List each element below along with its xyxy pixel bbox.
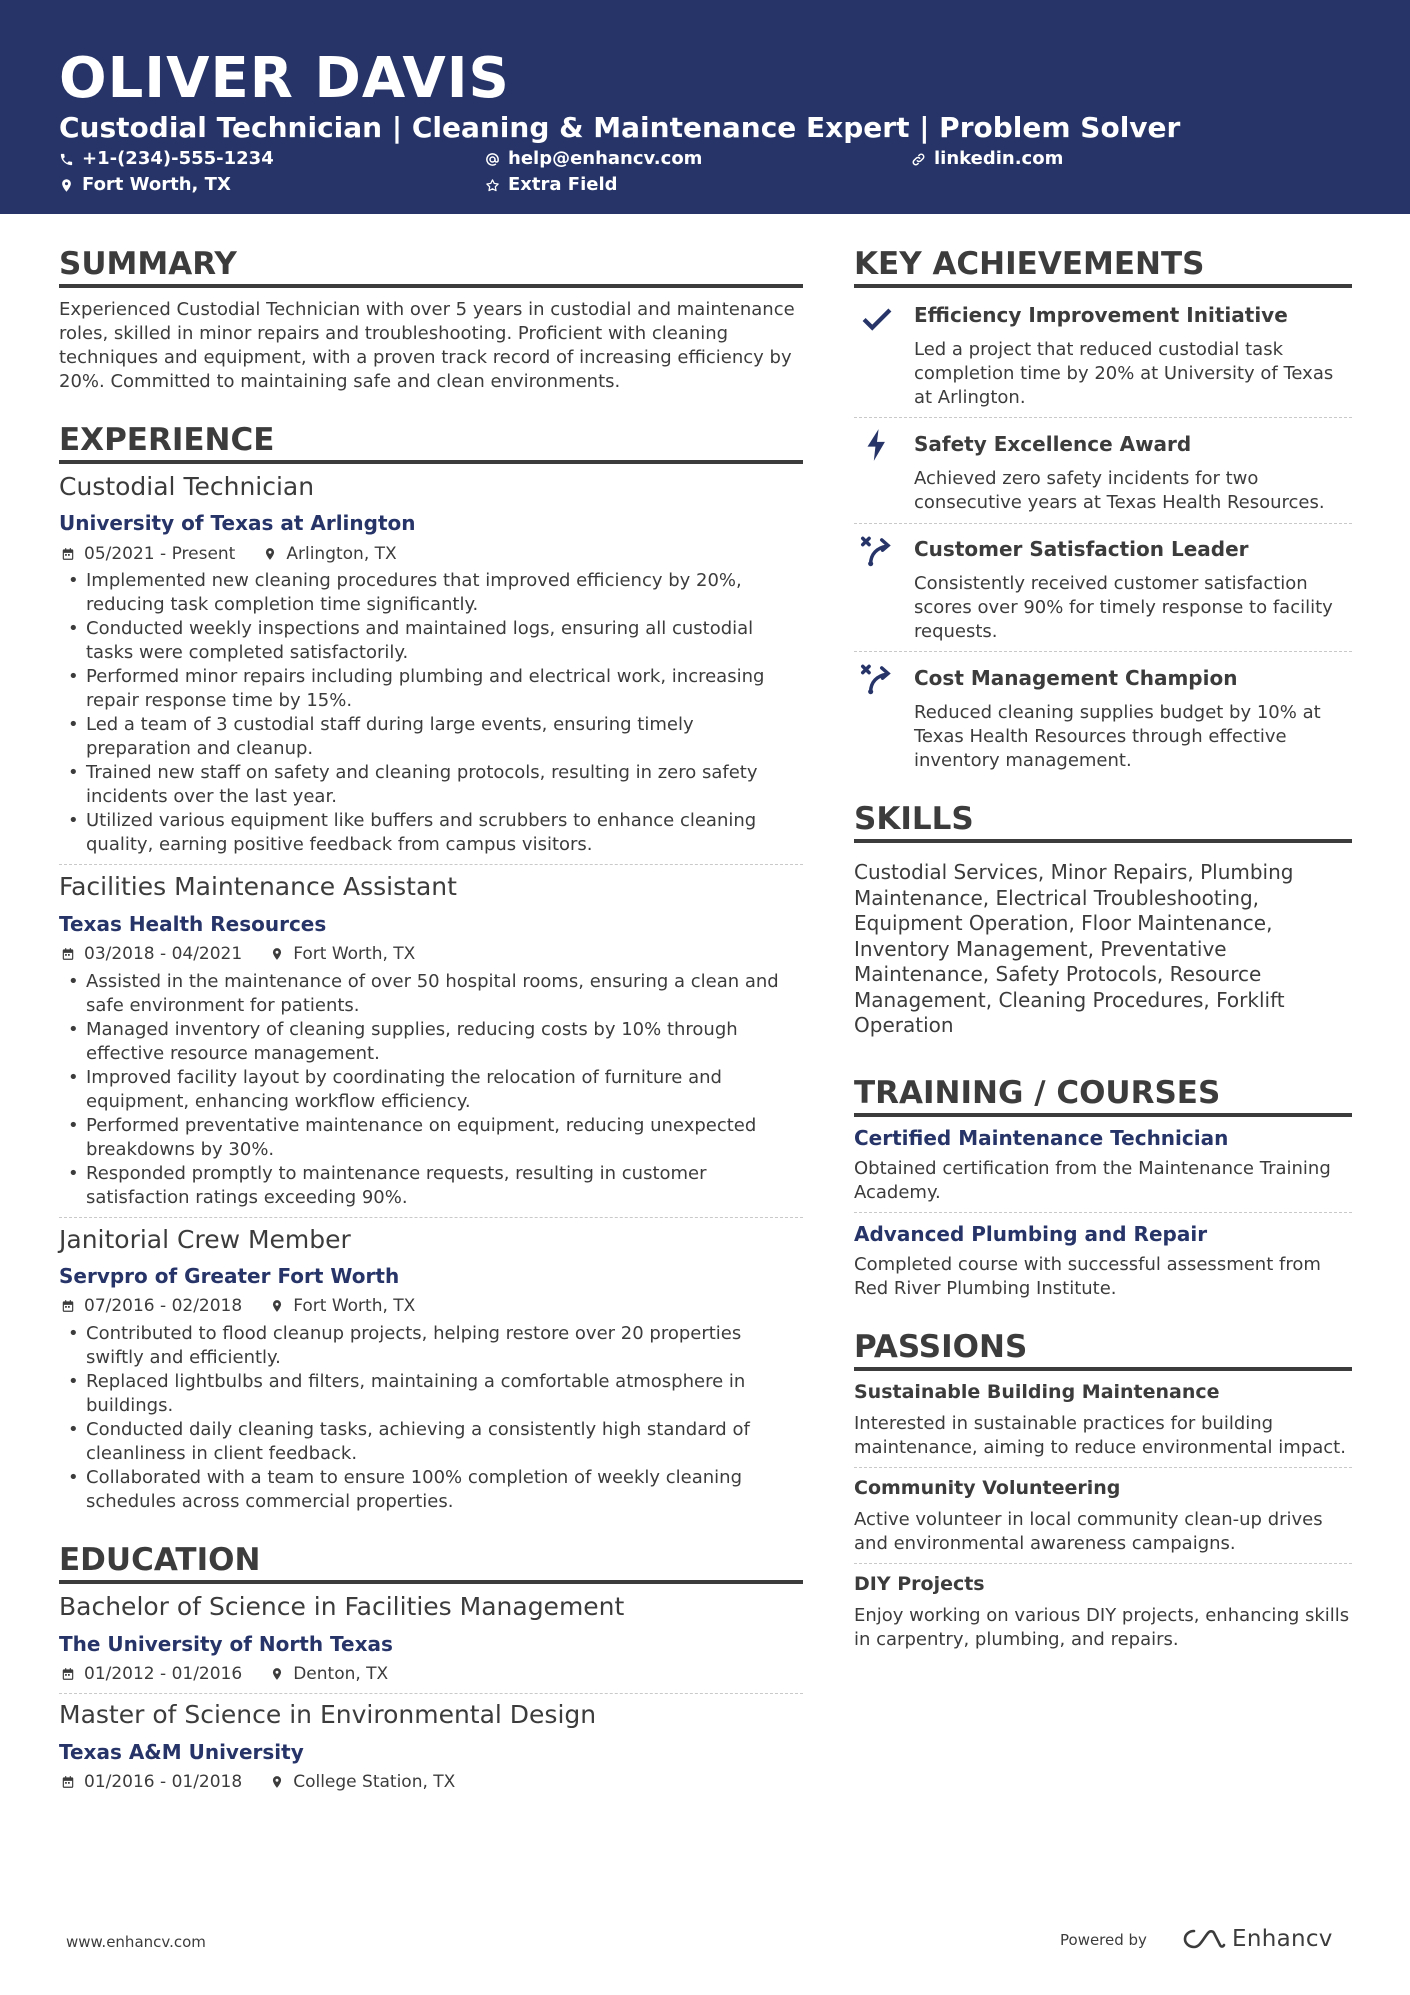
skills-list: Custodial Services, Minor Repairs, Plumbing Maintenance, Electrical Troubleshooting, Equipment Operation, Floor Maintenance, Inventory Management, Preventative Maintenance, Safety Protocols, Resource Management, Cleaning Procedures, Forklift Operation — [854, 860, 1294, 1037]
phone-icon — [59, 152, 74, 167]
achievement-text: Achieved zero safety incidents for two consecutive years at Texas Health Resources. — [914, 468, 1325, 513]
summary-text: Experienced Custodial Technician with over 5 years in custodial and maintenance roles, skilled in minor repairs and troubleshooting. Proficient with cleaning techniques and equipment, with a proven track record of increasing efficiency by 20%. Committed to maintaining safe and clean environments. — [59, 299, 795, 392]
map-pin-icon — [270, 1775, 284, 1789]
achievement-text: Reduced cleaning supplies budget by 10% at Texas Health Resources through effective inventory management. — [914, 702, 1321, 771]
achievement-title: Cost Management Champion — [914, 666, 1238, 690]
contact-phone — [59, 147, 274, 171]
map-pin-icon — [270, 1299, 284, 1313]
strategy-icon — [858, 660, 896, 698]
education-location: Denton, TX — [293, 1664, 389, 1684]
course-title: Certified Maintenance Technician — [854, 1126, 1229, 1150]
education-meta — [61, 1771, 455, 1793]
degree-title: Master of Science in Environmental Design — [59, 1700, 597, 1729]
list-item: • Collaborated with a team to ensure 100% completion of weekly cleaning schedules across commercial properties. — [59, 1466, 803, 1514]
resume-header — [0, 0, 1410, 214]
list-item: • Conducted weekly inspections and maintained logs, ensuring all custodial tasks were completed satisfactorily. — [59, 617, 803, 665]
divider — [854, 1563, 1352, 1564]
extra-text: Extra Field — [508, 174, 618, 195]
passion-title: Sustainable Building Maintenance — [854, 1381, 1220, 1403]
achievement-text: Consistently received customer satisfaction scores over 90% for timely response to facility requests. — [914, 573, 1333, 642]
divider — [854, 1467, 1352, 1468]
linkedin-text[interactable]: linkedin.com — [934, 148, 1064, 169]
job-location: Fort Worth, TX — [293, 1296, 416, 1316]
list-item: • Managed inventory of cleaning supplies, reducing costs by 10% through effective resource management. — [59, 1018, 803, 1066]
education-location: College Station, TX — [293, 1772, 456, 1792]
school-name: Texas A&M University — [59, 1740, 304, 1764]
education-dates: 01/2012 - 01/2016 — [84, 1664, 243, 1684]
passions-heading: PASSIONS — [854, 1329, 1028, 1365]
job-org: Servpro of Greater Fort Worth — [59, 1264, 400, 1288]
footer-url[interactable]: www.enhancv.com — [66, 1933, 206, 1951]
school-name: The University of North Texas — [59, 1632, 393, 1656]
job-bullets — [59, 970, 803, 1210]
experience-rule — [59, 460, 803, 464]
brand-name: Enhancv — [1232, 1926, 1333, 1952]
calendar-icon — [61, 1299, 75, 1313]
divider — [854, 523, 1352, 524]
job-bullets — [59, 1322, 803, 1514]
achievement-text: Led a project that reduced custodial task completion time by 20% at University of Texas at Arlington. — [914, 339, 1334, 408]
contact-email[interactable] — [485, 147, 702, 171]
map-pin-icon — [270, 1667, 284, 1681]
lightning-icon — [858, 426, 896, 464]
contact-linkedin[interactable] — [911, 147, 1063, 171]
phone-text: +1-(234)-555-1234 — [82, 148, 274, 169]
job-dates: 07/2016 - 02/2018 — [84, 1296, 243, 1316]
summary-heading: SUMMARY — [59, 246, 237, 282]
contact-extra — [485, 173, 618, 197]
checkmark-icon — [858, 299, 896, 337]
calendar-icon — [61, 1775, 75, 1789]
education-meta — [61, 1663, 388, 1685]
calendar-icon — [61, 547, 75, 561]
at-icon — [485, 152, 500, 167]
degree-title: Bachelor of Science in Facilities Management — [59, 1592, 625, 1621]
job-dates: 05/2021 - Present — [84, 544, 236, 564]
calendar-icon — [61, 1667, 75, 1681]
divider — [854, 1212, 1352, 1213]
job-org: Texas Health Resources — [59, 912, 327, 936]
achievements-rule — [854, 284, 1352, 288]
divider — [854, 417, 1352, 418]
star-icon — [485, 178, 500, 193]
job-role: Custodial Technician — [59, 472, 315, 501]
education-rule — [59, 1580, 803, 1584]
divider — [59, 864, 803, 865]
list-item: • Performed minor repairs including plumbing and electrical work, increasing repair response time by 15%. — [59, 665, 803, 713]
passion-title: DIY Projects — [854, 1573, 985, 1595]
list-item: • Contributed to flood cleanup projects, helping restore over 20 properties swiftly and efficiently. — [59, 1322, 803, 1370]
email-text[interactable]: help@enhancv.com — [508, 148, 703, 169]
calendar-icon — [61, 947, 75, 961]
course-text: Obtained certification from the Maintenance Training Academy. — [854, 1158, 1331, 1203]
training-rule — [854, 1113, 1352, 1117]
skills-rule — [854, 839, 1352, 843]
course-title: Advanced Plumbing and Repair — [854, 1222, 1208, 1246]
passion-text: Interested in sustainable practices for building maintenance, aiming to reduce environmental impact. — [854, 1413, 1346, 1458]
strategy-icon — [858, 532, 896, 570]
summary-rule — [59, 284, 803, 288]
list-item: • Replaced lightbulbs and filters, maintaining a comfortable atmosphere in buildings. — [59, 1370, 803, 1418]
skills-heading: SKILLS — [854, 801, 974, 837]
divider — [854, 651, 1352, 652]
job-meta — [61, 1295, 415, 1317]
job-location: Arlington, TX — [286, 544, 397, 564]
candidate-name: OLIVER DAVIS — [59, 46, 510, 111]
job-meta — [61, 943, 415, 965]
list-item: • Trained new staff on safety and cleaning protocols, resulting in zero safety incidents over the last year. — [59, 761, 803, 809]
job-role: Janitorial Crew Member — [59, 1225, 351, 1254]
job-location: Fort Worth, TX — [293, 944, 416, 964]
brand-logo[interactable] — [1180, 1924, 1333, 1954]
education-heading: EDUCATION — [59, 1542, 261, 1578]
achievement-title: Customer Satisfaction Leader — [914, 537, 1249, 561]
education-dates: 01/2016 - 01/2018 — [84, 1772, 243, 1792]
list-item: • Utilized various equipment like buffers and scrubbers to enhance cleaning quality, earning positive feedback from campus visitors. — [59, 809, 803, 857]
passion-title: Community Volunteering — [854, 1477, 1121, 1499]
location-text: Fort Worth, TX — [82, 174, 231, 195]
divider — [59, 1693, 803, 1694]
job-role: Facilities Maintenance Assistant — [59, 872, 457, 901]
course-text: Completed course with successful assessment from Red River Plumbing Institute. — [854, 1254, 1321, 1299]
job-org: University of Texas at Arlington — [59, 511, 416, 535]
training-heading: TRAINING / COURSES — [854, 1075, 1221, 1111]
list-item: • Assisted in the maintenance of over 50 hospital rooms, ensuring a clean and safe environment for patients. — [59, 970, 803, 1018]
enhancv-logo-icon — [1180, 1925, 1226, 1953]
list-item: • Led a team of 3 custodial staff during large events, ensuring timely preparation and cleanup. — [59, 713, 803, 761]
experience-heading: EXPERIENCE — [59, 422, 275, 458]
candidate-tagline: Custodial Technician | Cleaning & Maintenance Expert | Problem Solver — [59, 111, 1181, 144]
job-dates: 03/2018 - 04/2021 — [84, 944, 243, 964]
map-pin-icon — [263, 547, 277, 561]
achievement-title: Safety Excellence Award — [914, 432, 1192, 456]
passion-text: Enjoy working on various DIY projects, enhancing skills in carpentry, plumbing, and repairs. — [854, 1605, 1350, 1650]
job-meta — [61, 543, 397, 565]
powered-by-label: Powered by — [1060, 1931, 1147, 1949]
job-bullets — [59, 569, 803, 857]
passions-rule — [854, 1367, 1352, 1371]
list-item: • Responded promptly to maintenance requests, resulting in customer satisfaction ratings exceeding 90%. — [59, 1162, 803, 1210]
list-item: • Conducted daily cleaning tasks, achieving a consistently high standard of cleanliness in client feedback. — [59, 1418, 803, 1466]
achievement-title: Efficiency Improvement Initiative — [914, 303, 1288, 327]
list-item: • Implemented new cleaning procedures that improved efficiency by 20%, reducing task completion time significantly. — [59, 569, 803, 617]
link-icon — [911, 152, 926, 167]
map-pin-icon — [270, 947, 284, 961]
passion-text: Active volunteer in local community clean-up drives and environmental awareness campaigns. — [854, 1509, 1323, 1554]
divider — [59, 1217, 803, 1218]
map-pin-icon — [59, 178, 74, 193]
list-item: • Performed preventative maintenance on equipment, reducing unexpected breakdowns by 30%. — [59, 1114, 803, 1162]
achievements-heading: KEY ACHIEVEMENTS — [854, 246, 1205, 282]
list-item: • Improved facility layout by coordinating the relocation of furniture and equipment, enhancing workflow efficiency. — [59, 1066, 803, 1114]
contact-location — [59, 173, 231, 197]
